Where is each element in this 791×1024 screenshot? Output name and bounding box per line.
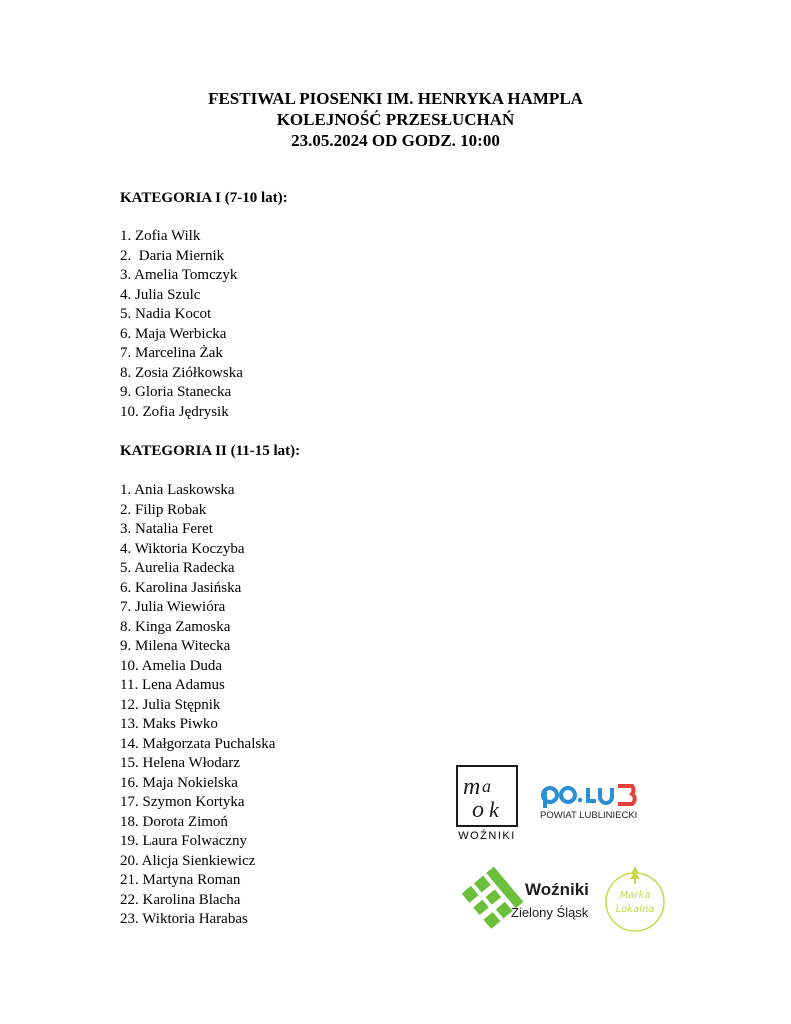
category-1-list-item: 9. Gloria Stanecka <box>120 384 232 400</box>
svg-text:k: k <box>489 797 499 822</box>
svg-text:Lokalna: Lokalna <box>615 904 655 915</box>
category-2-list-item: 17. Szymon Kortyka <box>120 794 245 810</box>
category-2-list-item: 4. Wiktoria Koczyba <box>120 540 245 557</box>
category-2-list-item: 15. Helena Włodarz <box>120 755 241 771</box>
wozniki-emblem-icon <box>458 866 524 932</box>
category-1-list-item: 7. Marcelina Żak <box>120 345 223 361</box>
category-2-list-item: 13. Maks Piwko <box>120 716 218 732</box>
category-2-list-item: 1. Ania Laskowska <box>120 482 235 498</box>
category-2-list-item: 11. Lena Adamus <box>120 677 225 693</box>
mok-logo <box>456 765 518 827</box>
wozniki-logo <box>458 866 524 937</box>
audition-date: 23.05.2024 OD GODZ. 10:00 <box>291 131 500 150</box>
festival-title: FESTIWAL PIOSENKI IM. HENRYKA HAMPLA <box>208 89 583 108</box>
svg-text:o: o <box>472 797 484 823</box>
category-1-list-item: 2. Daria Miernik <box>120 247 225 264</box>
wozniki-subtitle: Zielony Śląsk <box>511 905 589 920</box>
svg-text:a: a <box>482 776 491 796</box>
category-2-list-item: 21. Martyna Roman <box>120 872 241 888</box>
audition-order-title: KOLEJNOŚĆ PRZESŁUCHAŃ <box>276 110 515 129</box>
category-2-list-item: 23. Wiktoria Harabas <box>120 911 248 927</box>
category-2-list-item: 8. Kinga Zamoska <box>120 618 231 635</box>
polub-subtitle: POWIAT LUBLINIECKI <box>540 810 638 821</box>
category-2-list-item: 19. Laura Folwaczny <box>120 833 248 849</box>
svg-text:m: m <box>463 774 481 800</box>
category-2-title: KATEGORIA II (11-15 lat): <box>120 443 301 459</box>
category-1-list-item: 3. Amelia Tomczyk <box>120 267 238 283</box>
marka-lokalna-emblem-icon <box>603 862 667 934</box>
category-1-list-item: 8. Zosia Ziółkowska <box>120 364 243 381</box>
category-2-list-item: 22. Karolina Blacha <box>120 891 241 908</box>
category-2-list-item: 14. Małgorzata Puchalska <box>120 735 276 752</box>
polub-logo-mark <box>540 780 650 810</box>
category-2-list-item: 6. Karolina Jasińska <box>120 579 242 596</box>
category-2-list-item: 9. Milena Witecka <box>120 638 231 654</box>
category-2-list-item: 2. Filip Robak <box>120 501 207 518</box>
category-2-list <box>120 481 275 930</box>
category-2-list-item: 12. Julia Stępnik <box>120 696 221 713</box>
category-1-title: KATEGORIA I (7-10 lat): <box>120 190 288 206</box>
document-header <box>0 88 791 151</box>
wozniki-title: Woźniki <box>525 880 589 899</box>
category-1-list-item: 1. Zofia Wilk <box>120 228 201 244</box>
category-2-list-item: 5. Aurelia Radecka <box>120 560 235 576</box>
category-2-list-item: 7. Julia Wiewióra <box>120 599 226 615</box>
category-1-list-item: 5. Nadia Kocot <box>120 306 212 322</box>
category-2-list-item: 10. Amelia Duda <box>120 657 223 674</box>
category-1-list-item: 4. Julia Szulc <box>120 286 201 303</box>
marka-lokalna-logo <box>603 862 667 939</box>
category-1-list <box>120 227 243 422</box>
mok-caption: WOŹNIKI <box>458 830 516 842</box>
category-1-list-item: 10. Zofia Jędrysik <box>120 403 229 420</box>
category-2-list-item: 18. Dorota Zimoń <box>120 813 228 830</box>
svg-text:Marka: Marka <box>619 890 651 901</box>
category-2-list-item: 3. Natalia Feret <box>120 521 213 537</box>
mok-logo-mark <box>458 767 516 825</box>
category-2-list-item: 20. Alicja Sienkiewicz <box>120 852 256 869</box>
category-1-list-item: 6. Maja Werbicka <box>120 325 227 342</box>
category-2-list-item: 16. Maja Nokielska <box>120 774 238 791</box>
